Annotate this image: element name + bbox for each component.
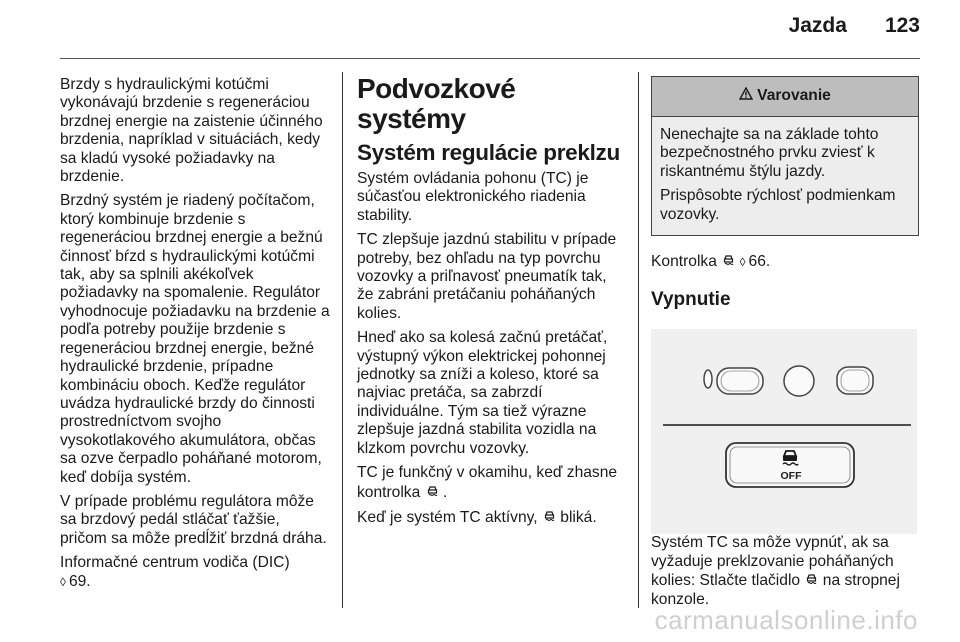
column-divider (342, 72, 343, 608)
paragraph: Systém TC sa môže vypnúť, ak sa vyžaduje preklzovanie poháňaných kolies: Stlačte tlačidlo na stropnej konzole. (651, 534, 900, 608)
page-reference-icon: ◊ (739, 255, 746, 270)
tc-off-car-icon (806, 573, 820, 587)
subheading-vypnutie: Vypnutie (651, 289, 731, 311)
paragraph: Systém ovládania pohonu (TC) je súčasťou elektronického riadenia stability. (357, 170, 589, 224)
dic-reference (60, 554, 330, 591)
warning-text: Nenechajte sa na základe tohto bezpečnostného prvku zviesť k riskantnému štýlu jazdy. (660, 126, 879, 180)
warning-body (652, 117, 918, 235)
header-divider (60, 58, 920, 59)
header-title: Jazda (788, 14, 847, 37)
off-label: OFF (780, 470, 802, 483)
page-reference-icon: ◊ (60, 574, 66, 589)
column-right (651, 76, 919, 615)
paragraph: V prípade problému regulátora môže sa brzdový pedál stláčať ťažšie, pričom sa môže predĺžiť brzdná dráha. (60, 492, 327, 547)
subsection-title: Systém regulácie preklzu (357, 140, 620, 165)
tc-off-car-icon (427, 485, 441, 499)
paragraph: Keď je systém TC aktívny, bliká. (357, 508, 597, 526)
tc-off-button-illustration (651, 329, 917, 534)
page-header (789, 14, 920, 38)
warning-triangle-icon (739, 87, 753, 105)
warning-text: Prispôsobte rýchlosť podmienkam vozovky. (660, 187, 896, 223)
column-left (60, 76, 330, 597)
paragraph: Brzdy s hydraulickými kotúčmi vykonávajú brzdenie s regeneráciou brzdnej energie na zaistenie účinného brzdenia, napríklad v situáciách, kedy sa kladú vysoké požiadavky na brzdenie. (60, 76, 323, 186)
tc-off-car-icon (544, 510, 558, 524)
kontrolka-reference: Kontrolka ◊ 66. (651, 253, 771, 271)
page-reference-number: 69. (68, 572, 91, 590)
page-reference-number: 66. (748, 253, 771, 271)
section-title: Podvozkové systémy (357, 73, 516, 134)
warning-header (652, 77, 918, 117)
warning-title: Varovanie (757, 87, 831, 105)
tc-off-car-icon (723, 254, 737, 268)
column-divider (638, 72, 639, 608)
paragraph: Hneď ako sa kolesá začnú pretáčať, výstupný výkon elektrickej pohonnej jednotky sa zníži a koleso, ktoré sa najviac pretáča, sa zabrzdí individuálne. Tým sa tiež výrazne zlepšuje jazdná stabilita vozidla na klzkom povrchu vozovky. (357, 329, 608, 457)
page-number: 123 (884, 14, 920, 37)
warning-box (651, 76, 919, 236)
paragraph: Brzdný systém je riadený počítačom, ktorý kombinuje brzdenie s regeneráciou brzdnej energie a bežnú činnosť bŕzd s hydraulickými kotúčmi tak, aby sa splnili akékoľvek požiadavky na spomalenie. Regulátor vyhodnocuje požiadavku na brzdenie a podľa potreby použije brzdenie s regeneráciou brzdnej energie, bežné hydraulické brzdenie, prípadne kombináciu oboch. Keďže regulátor uvádza hydraulické brzdy do činnosti prostredníctvom svojho vysokotlakového akumulátora, občas sa ozve čerpadlo poháňané motorom, keď dobíja systém. (60, 192, 330, 486)
paragraph: TC zlepšuje jazdnú stabilitu v prípade potreby, bez ohľadu na typ povrchu vozovky a priľnavosť pneumatík tak, že zabráni pretáčaniu poháňaných kolies. (357, 231, 617, 322)
dic-reference-text: Informačné centrum vodiča (DIC) (60, 554, 290, 572)
watermark: carmanualsonline.info (654, 605, 918, 635)
column-middle (357, 74, 627, 533)
paragraph: TC je funkčný v okamihu, keď zhasne kontrolka . (357, 464, 618, 501)
